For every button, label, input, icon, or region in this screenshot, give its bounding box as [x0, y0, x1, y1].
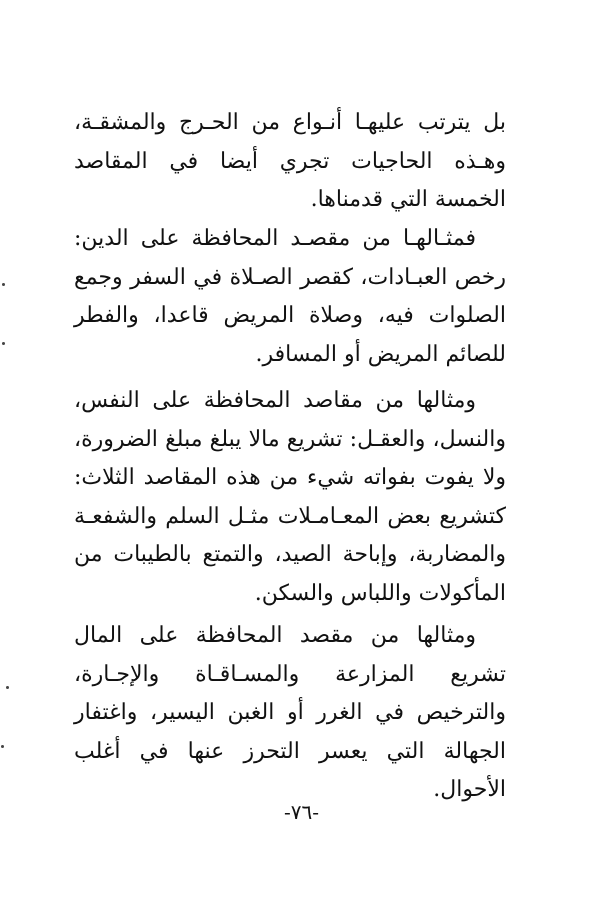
scan-speck [6, 686, 9, 689]
paragraph-self-lineage-intellect-example: ومثالها من مقاصد المحافظة على النفس، والنسل، والعقـل: تشريع مالا يبلغ مبلغ الضرورة، ولا يفوت بفواته شيء من هذه المقاصد الثلاث: كتشريع بعض المعـامـلات مثـل السلم والشفعـة والمضاربة، وإباحة الصيد، والتمتع بالطيبات من المأكولات واللباس والسكن. [74, 388, 506, 606]
paragraph-hajiyat-intro: بل يترتب عليهـا أنـواع من الحـرج والمشقـة، وهـذه الحاجيات تجري أيضا في المقاصد الخمسة التي قدمناها. [74, 110, 506, 212]
page-number: -٧٦- [283, 800, 319, 824]
scan-speck [1, 745, 4, 748]
scan-speck [2, 283, 5, 286]
paragraph-religion-example: فمثـالهـا من مقصـد المحافظة على الدين: رخص العبـادات، كقصر الصـلاة في السفر وجمع الصلوات فيه، وصلاة المريض قاعدا، والفطر للصائم المريض أو المسافر. [74, 226, 506, 367]
scan-speck [2, 342, 5, 345]
paragraph-wealth-example: ومثالها من مقصد المحافظة على المال تشريع المزارعة والمسـاقـاة والإجـارة، والترخيص في الغرر أو الغبن اليسير، واغتفار الجهالة التي يعسر التحرز عنها في أغلب الأحوال. [74, 623, 506, 802]
